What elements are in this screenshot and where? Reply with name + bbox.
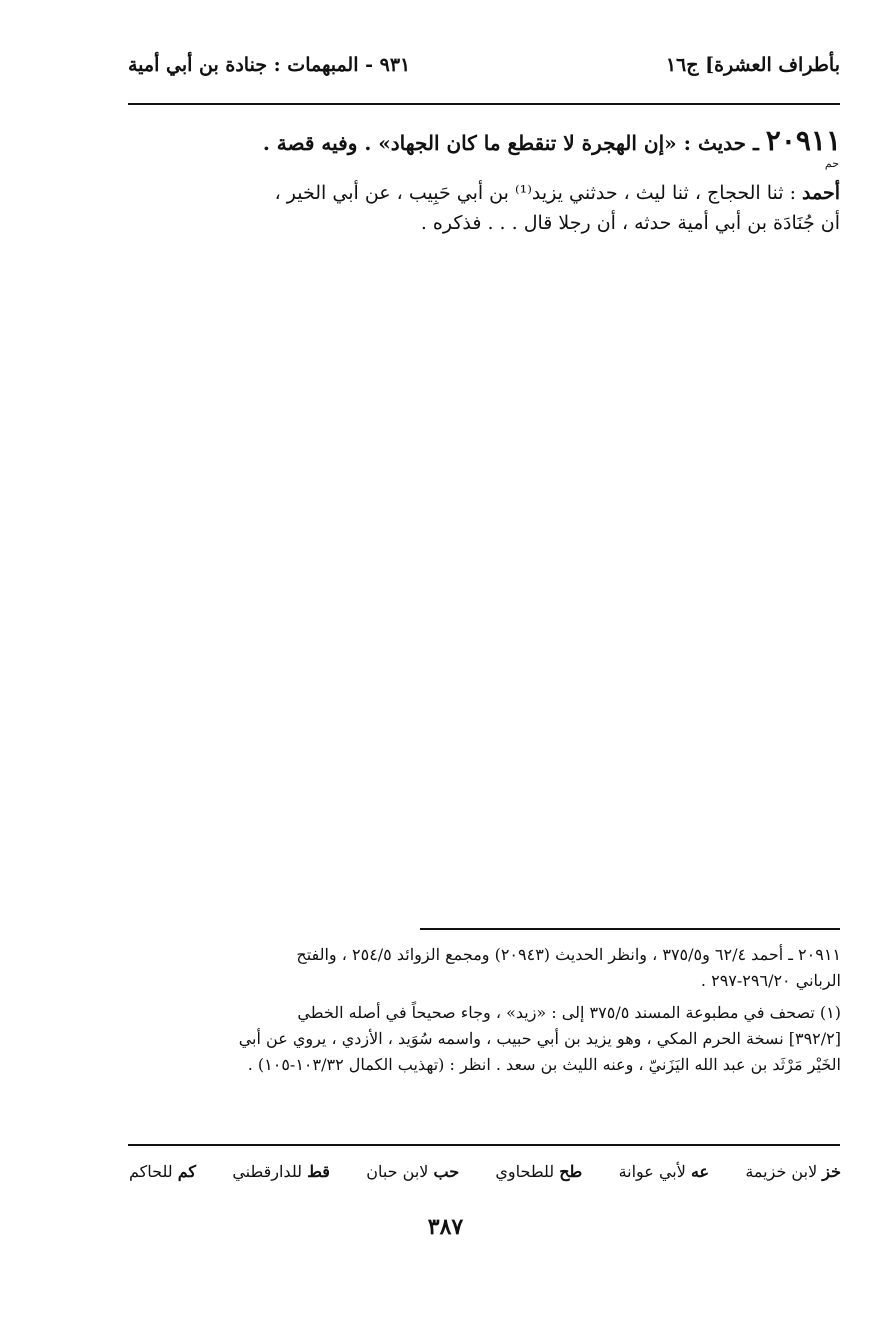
abbreviation-item: [232, 1162, 330, 1181]
abbreviation-label: لأبي عوانة: [618, 1162, 691, 1181]
footnote-note-1: [129, 1000, 841, 1078]
abbreviation-code: عه: [690, 1162, 710, 1181]
abbreviation-label: لابن خزيمة: [745, 1162, 823, 1181]
header-section: ٩٣١ - المبهمات : جنادة بن أبي أمية: [128, 54, 411, 76]
abbreviations-rule: [128, 1144, 840, 1146]
footnote-line: الرباني ٢٩٦/٢٠-٢٩٧ .: [700, 971, 841, 990]
footnote-line: الخَيْر مَرْثَد بن عبد الله اليَزَنيّ ، وعنه الليث بن سعد . انظر : (تهذيب الكمال ١٠٣/٣٢-١٠٥) .: [247, 1055, 841, 1074]
abbreviation-item: [619, 1162, 710, 1181]
abbreviation-label: للدارقطني: [232, 1162, 308, 1181]
isnad-line-2: أن جُنَادَة بن أبي أمية حدثه ، أن رجلا قال . . . فذكره .: [420, 212, 840, 234]
abbreviation-label: لابن حبان: [366, 1162, 434, 1181]
abbreviation-label: للحاكم: [129, 1162, 178, 1181]
source-symbol: حم: [824, 157, 839, 170]
abbreviation-code: خز: [822, 1162, 841, 1181]
abbreviation-code: كم: [177, 1162, 197, 1181]
isnad-line-1: [128, 178, 840, 208]
hadith-number: ٢٠٩١١: [765, 124, 841, 157]
isnad-source: أحمد: [802, 182, 840, 204]
running-header: [128, 54, 840, 90]
footnote-line: [٣٩٢/٢] نسخة الحرم المكي ، وهو يزيد بن أبي حبيب ، واسمه سُوَيد ، الأزدي ، يروي عن أبي: [238, 1029, 841, 1048]
abbreviation-key: [129, 1162, 841, 1181]
footnote-line: ٢٠٩١١ ـ أحمد ٦٢/٤ و٣٧٥/٥ ، وانظر الحديث (٢٠٩٤٣) ومجمع الزوائد ٢٥٤/٥ ، والفتح: [296, 945, 841, 964]
footnote-reference: [129, 942, 841, 994]
hadith-heading: [129, 124, 841, 164]
footnotes: [129, 942, 841, 1084]
abbreviation-code: حب: [433, 1162, 460, 1181]
header-book-part: بأطراف العشرة] ج١٦: [665, 54, 840, 76]
hadith-title: ـ حديث : «إن الهجرة لا تنقطع ما كان الجهاد» . وفيه قصة .: [262, 131, 766, 155]
abbreviation-item: [495, 1162, 582, 1181]
isnad-text: [128, 178, 840, 238]
abbreviation-item: [366, 1162, 459, 1181]
header-rule: [128, 103, 840, 105]
footnote-line: (١) تصحف في مطبوعة المسند ٣٧٥/٥ إلى : «زيد» ، وجاء صحيحاً في أصله الخطي: [297, 1003, 841, 1022]
abbreviation-label: للطحاوي: [495, 1162, 560, 1181]
isnad-line-1-text: : ثنا الحجاج ، ثنا ليث ، حدثني يزيد⁽¹⁾ بن أبي حَبِيب ، عن أبي الخير ،: [274, 182, 803, 204]
page-number: ٣٨٧: [427, 1214, 464, 1240]
abbreviation-code: طح: [559, 1162, 583, 1181]
abbreviation-item: [129, 1162, 196, 1181]
abbreviation-item: [745, 1162, 841, 1181]
abbreviation-code: قط: [307, 1162, 330, 1181]
footnote-rule: [420, 928, 840, 930]
